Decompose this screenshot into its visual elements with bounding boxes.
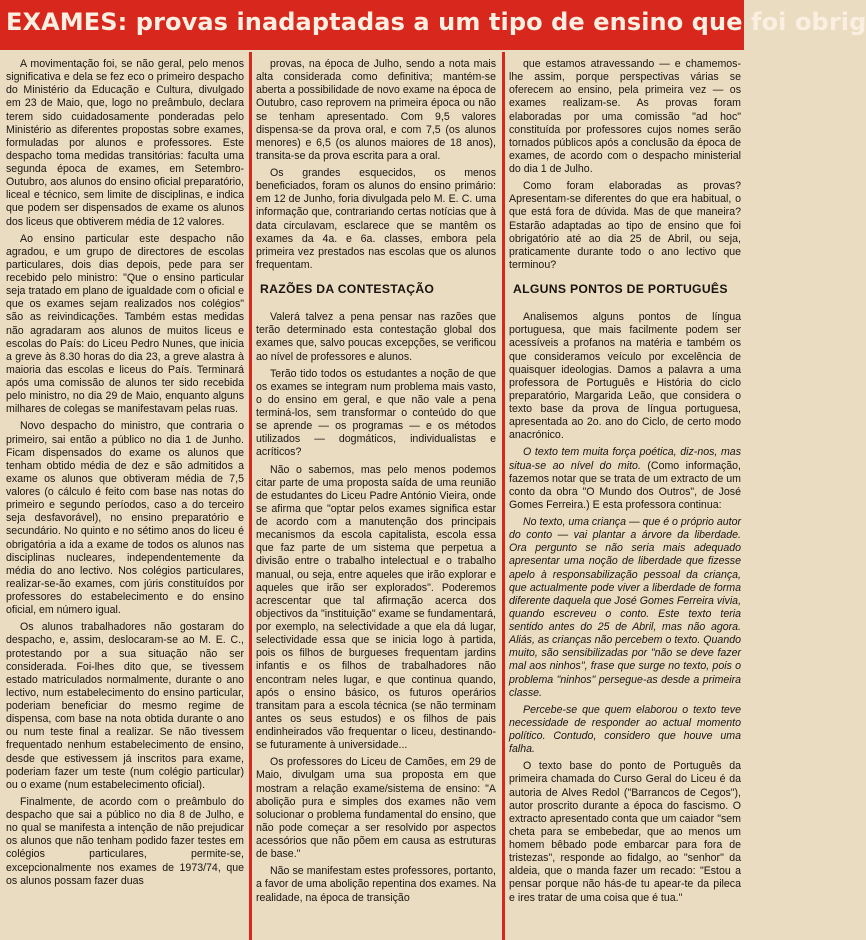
paragraph: Ao ensino particular este despacho não agradou, e um grupo de directores de escolas particulares, dois dias depois, pede para ser recebido pelo ministro: "Que o ensino particular seja tratado em plano de igualdade com o oficial e que os exames sejam realizados nos colégios" são as reivindicações. Também estas medidas não agradaram aos alunos de muitos liceus e escolas do País: do Liceu Pedro Nunes, que inicia a greve às 8.30 horas do dia 23, a greve alastra à maioria das escolas e liceus do País. Terminará após uma comissão de alunos ter sido recebida pelo ministro, no dia 29 de Maio, enquanto alguns milhares de colegas se manifestavam pelas ruas. — [6, 232, 244, 416]
paragraph: Os alunos trabalhadores não gostaram do despacho, e, assim, deslocaram-se ao M. E. C., protestando por a sua situação não ser considerada. Foi-lhes dito que, se tivessem estado matriculados normalmente, durante o ano lectivo, num estabelecimento do ensino particular, poderiam beneficiar do mesmo regime de dispensa, com base na nota obtida durante o ano ou num teste final a realizar. Se não tivessem frequentado nenhum estabelecimento de ensino, desde que estivessem já inscritos para exame, poderiam fazer um teste (num colégio particular) ou o exame (num estabelecimento oficial). — [6, 621, 244, 791]
paragraph: Terão tido todos os estudantes a noção de que os exames se integram num problema mais vasto, o do ensino em geral, e que não vale a pena terminá-los, sem transformar o conteúdo do que se aprende — os programas — e os métodos utilizados — dogmáticos, individualistas e acríticos? — [256, 367, 496, 459]
section-heading: RAZÕES DA CONTESTAÇÃO — [260, 282, 435, 296]
quote: No texto, uma criança — que é o próprio autor do conto — vai plantar a árvore da liberdade. Ora pergunto se não seria mais adequado apresentar uma noção de liberdade que fizesse apelo à responsabilização pessoal da criança, que actualmente pode viver a liberdade de forma diferente daquela que José Gomes Ferreira vivia, quando escreveu o conto. Este texto teria sentido antes do 25 de Abril, mas não agora. Aliás, as crianças não percebem o texto. Quando muito, são sensibilizadas por "não se deve fazer mal aos ninhos", frase que surge no texto, pois o problema "ninhos" persegue-as desde a primeira classe. — [509, 516, 742, 699]
headline: EXAMES: provas inadaptadas a um tipo de ensino que foi obrig — [6, 8, 866, 36]
paragraph-text: (Como informação, fazemos notar que se trata de um extracto de um conto da obra "O Mundo dos Outros", de José Gomes Ferreira.) E esta professora continua: — [509, 459, 741, 511]
paragraph: Novo despacho do ministro, que contraria o primeiro, sai então a público no dia 1 de Junho. Ficam dispensados do exame os alunos que tenham obtido média de dez e são admitidos a exame os alunos que obtiveram média de 7,5 valores (o cálculo é feito com base nas notas do primeiro e segundo períodos, caso a do terceiro seja desfavorável), no ensino preparatório e secundário. No quinto e no sétimo anos do liceu é obrigatória a ida a exame de todos os alunos nas disciplinas nucleares, independentemente da média do ano lectivo. Nos colégios particulares, realizar-se-ão exames, com júris constituídos por professores do estabelecimento e do ensino oficial, em número igual. — [6, 420, 244, 617]
paragraph — [509, 446, 741, 512]
paragraph: Valerá talvez a pena pensar nas razões que terão determinado esta contestação global dos exames que, salvo poucas excepções, se verificou ao nível de professores e alunos. — [256, 311, 496, 363]
paragraph: Não o sabemos, mas pelo menos podemos citar parte de uma proposta saída de uma reunião de estudantes do Liceu Padre António Vieira, onde se afirma que "optar pelos exames significa estar de acordo com a manutenção dos principais mecanismos da escola capitalista, escola essa que faz parte de um sistema que perpetua a divisão entre o trabalho intelectual e o trabalho manual, ou seja, entre aqueles que irão explorar e aqueles que irão ser explorados". Poderemos acrescentar que tal afirmação acerca dos objectivos da "instituição" exame se fundamentará, por exemplo, na selectividade a que ela dá lugar, selectividade essa que se inicia logo à partida, pois os filhos de burgueses frequentam jardins infantis e os filhos de trabalhadores não encontram neles lugar, e que continua quando, após o ensino básico, os futuros operários transitam para a escola técnica (se não terminam antes os seus estudos) e os filhos de pais endinheirados vão frequentar o liceu, destinando-se futuramente à universidade... — [256, 463, 496, 752]
paragraph: A movimentação foi, se não geral, pelo menos significativa e dela se fez eco o primeiro despacho do Ministério da Educação e Cultura, divulgado em 23 de Maio, que, logo no preâmbulo, declara terem sido cuidadosamente ponderadas pelo Ministério as diferentes propostas sobre exames, formuladas por alunos e professores. Este despacho toma medidas transitórias: faculta uma segunda época de exames, em Setembro-Outubro, aos alunos do ensino oficial preparatório, liceal e técnico, sem limite de disciplinas, e indica que podem ser dispensados de exame os alunos dos liceus que obtiverem média de 12 valores. — [6, 58, 244, 228]
article-column-2 — [256, 58, 496, 940]
column-divider — [502, 52, 505, 940]
paragraph: Finalmente, de acordo com o preâmbulo do despacho que sai a público no dia 8 de Julho, e no qual se manifesta a intenção de não prejudicar os alunos que não tenham podido fazer testes em colégios particulares, permite-se, excepcionalmente nos exames de 1973/74, que os alunos possam fazer duas — [6, 795, 244, 887]
paragraph: O texto base do ponto de Português da primeira chamada do Curso Geral do Liceu é da autoria de Alves Redol ("Barrancos de Cegos"), autor proscrito durante a época do fascismo. O extracto apresentado conta que um caiador "sem cheta para se embebedar, que ao menos um homem bêbado pode embarcar para fora de tristezas", responde ao fidalgo, ao "senhor" da aldeia, que o manda fazer um recado: "Estou a pensar porque não hás-de tu apear-te da pileca e ires tratar de uma coisa que é tua." — [509, 760, 741, 904]
column-divider — [249, 52, 252, 940]
paragraph: provas, na época de Julho, sendo a nota mais alta considerada como definitiva; mantém-se aberta a possibilidade de novo exame na época de Outubro, caso reprovem na primeira época ou não se tenham apresentado. Com 9,5 valores dispensa-se da prova oral, e com 7,5 (os alunos menores) e 6,5 (os alunos maiores de 18 anos), transita-se da prova escrita para a oral. — [256, 58, 496, 162]
headline-banner — [0, 0, 866, 50]
quote: O texto tem muita força poética, diz-nos, mas situa-se ao nível do mito. — [509, 446, 741, 472]
article-column-3 — [509, 58, 741, 940]
paragraph: Como foram elaboradas as provas? Apresentam-se diferentes do que era habitual, o que está fora de dúvida. Mas de que maneira? Estarão adaptadas ao tipo de ensino que foi obrigatório até ao dia 25 de Abril, ou seja, praticamente durante todo o ano lectivo que terminou? — [509, 180, 741, 271]
paragraph: que estamos atravessando — e chamemos-lhe assim, porque perspectivas várias se oferecem ao ensino, pela primeira vez — os exames realizam-se. As provas foram elaboradas por uma comissão "ad hoc" constituída por professores cujos nomes serão tornados públicos após a conclusão da época de exames, de acordo com o despacho ministerial do dia 1 de Julho. — [509, 58, 741, 175]
article-column-1 — [6, 58, 244, 940]
paragraph: Os professores do Liceu de Camões, em 29 de Maio, divulgam uma sua proposta em que mostram a relação exame/sistema de ensino: "A abolição pura e simples dos exames não vem solucionar o problema fundamental do ensino, que não pode começar a ser resolvido por aspectos acessórios que não põem em causa as estruturas de base." — [256, 756, 496, 861]
paragraph: Analisemos alguns pontos de língua portuguesa, que mais facilmente podem ser acessíveis a profanos na matéria e também os que consideramos veículo por excelência de quaisquer ideologias. Damos a palavra a uma professora de Português e História do ciclo preparatório, Margarida Leão, que considera o texto base da prova de língua portuguesa, apresentada ao 2o. ano do Ciclo, de certo modo anacrónico. — [509, 311, 741, 442]
quote: Percebe-se que quem elaborou o texto teve necessidade de responder ao actual momento político. Contudo, considero que houve uma falha. — [509, 703, 741, 756]
paragraph: Não se manifestam estes professores, portanto, a favor de uma abolição repentina dos exames. Na realidade, na época de transição — [256, 865, 496, 904]
section-heading: ALGUNS PONTOS DE PORTUGUÊS — [513, 282, 728, 296]
paragraph: Os grandes esquecidos, os menos beneficiados, foram os alunos do ensino primário: em 12 de Junho, foria divulgada pelo M. E. C. uma informação que, contrariando certas notícias que à data circulavam, esclarece que se mantêm os exames da 4a. e 6a. classes, embora pela primeira vez prestados nas escolas que os alunos frequentam. — [256, 167, 496, 271]
